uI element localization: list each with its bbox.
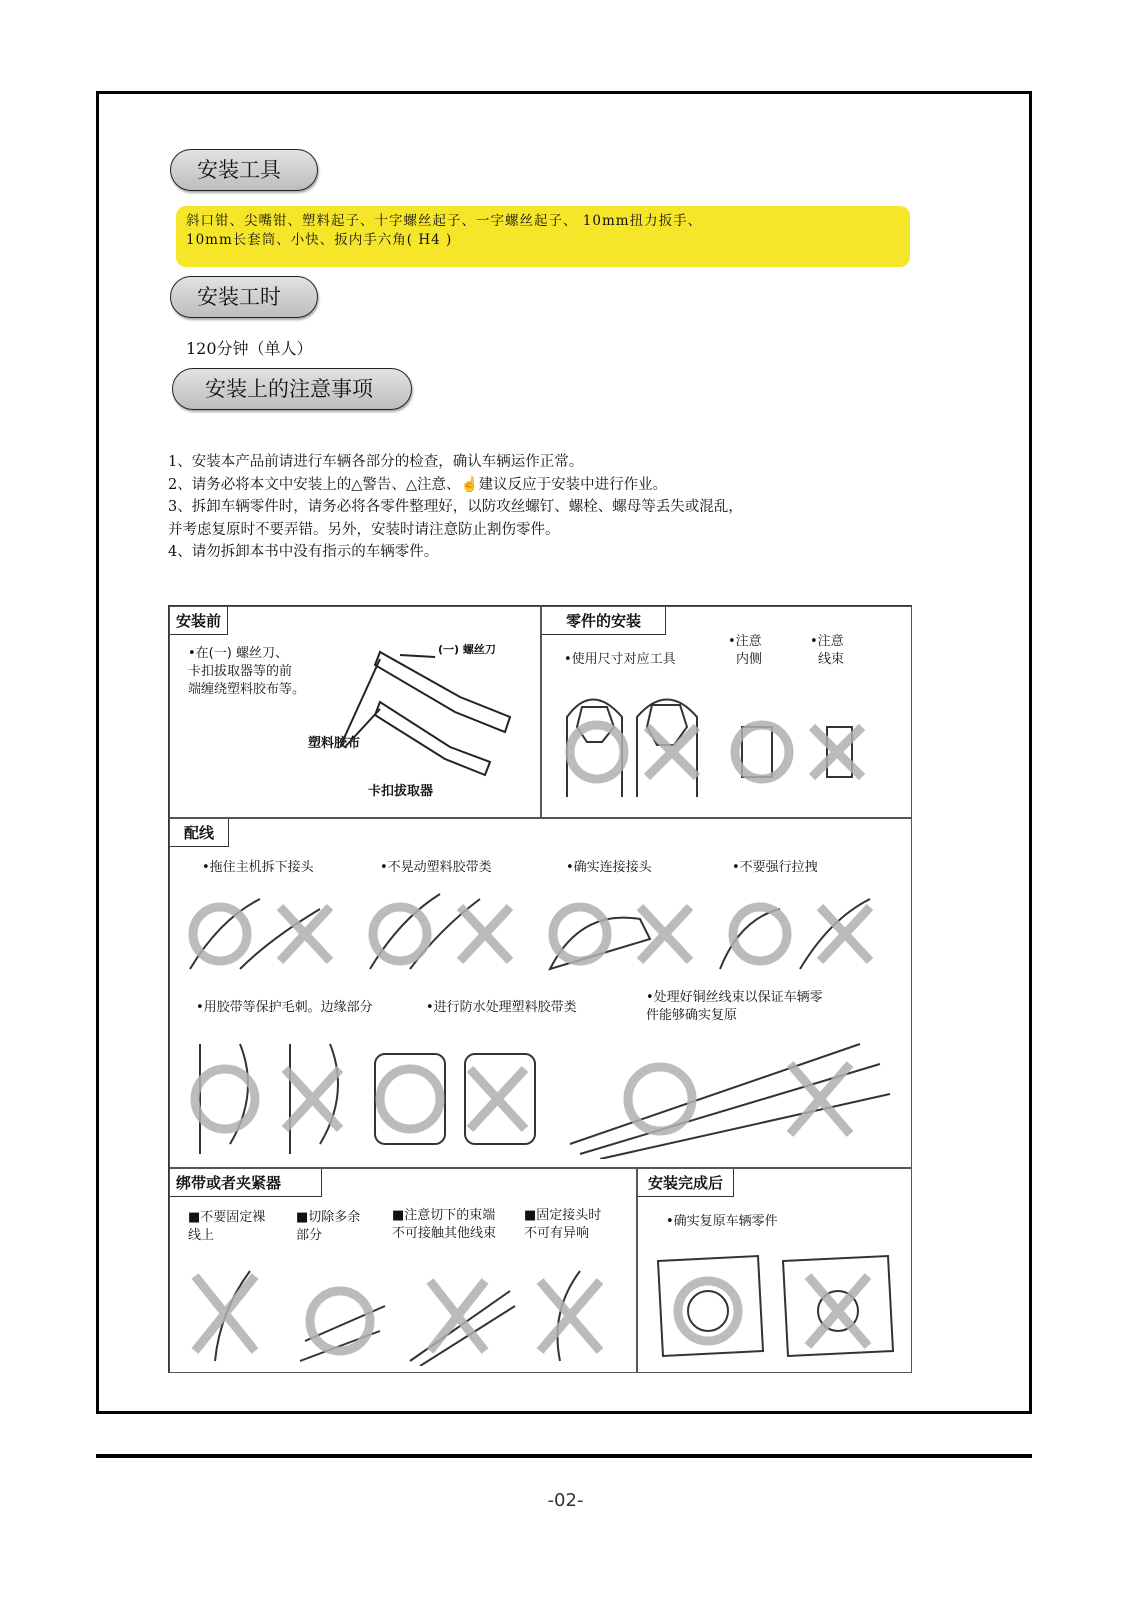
caption: 卡扣拔取器等的前: [188, 664, 293, 679]
caption: 线束: [818, 652, 845, 667]
caption: •确实复原车辆零件: [666, 1214, 778, 1229]
panel-tag: 配线: [170, 819, 229, 847]
note-item: 3、拆卸车辆零件时，请务必将各零件整理好，以防攻丝螺钉、螺栓、螺母等丢失或混乱，: [168, 499, 743, 515]
caption: •使用尺寸对应工具: [564, 652, 676, 667]
panel-tag: 零件的安装: [542, 607, 666, 635]
footer-rule: [96, 1454, 1032, 1458]
tools-line-1: 斜口钳、尖嘴钳、塑料起子、十字螺丝起子、一字螺丝起子、 10mm扭力扳手、: [186, 213, 703, 229]
section-title-tools: 安装工具: [170, 149, 318, 191]
note-item: 1、安装本产品前请进行车辆各部分的检查，确认车辆运作正常。: [168, 454, 584, 470]
notes-list: [168, 451, 928, 564]
caption: 不可接触其他线束: [392, 1226, 497, 1241]
installation-guide-figure: [168, 605, 912, 1373]
caption: •处理好铜丝线束以保证车辆零: [646, 990, 823, 1005]
tools-line-2: 10mm长套筒、小快、扳内手六角( H4 ): [186, 232, 453, 248]
wrench-ok-ng-illustration: [552, 677, 902, 807]
caption: •进行防水处理塑料胶带类: [426, 1000, 577, 1015]
caption: 线上: [188, 1228, 215, 1243]
note-item: 4、请勿拆卸本书中没有指示的车辆零件。: [168, 544, 439, 560]
caption: •用胶带等保护毛刺。边缘部分: [196, 1000, 373, 1015]
panel-after-install: [637, 1168, 912, 1373]
caption: •不要强行拉拽: [732, 860, 818, 875]
caption: 内侧: [736, 652, 763, 667]
panel-tag: 绑带或者夹紧器: [170, 1169, 322, 1197]
caption: 部分: [296, 1228, 323, 1243]
wiring-row2-illustration: [180, 1034, 900, 1159]
section-title-notes: 安装上的注意事项: [172, 368, 412, 410]
caption: 件能够确实复原: [646, 1008, 738, 1023]
work-time-value: 120分钟（单人）: [186, 339, 313, 358]
caption: •拖住主机拆下接头: [202, 860, 314, 875]
page-number: -02-: [547, 1490, 584, 1511]
label-screwdriver: (一) 螺丝刀: [438, 643, 496, 656]
cable-tie-illustration: [180, 1251, 630, 1366]
caption: •不晃动塑料胶带类: [380, 860, 492, 875]
wiring-row1-illustration: [180, 879, 900, 979]
panel-tag: 安装完成后: [638, 1169, 734, 1197]
caption: 不可有异响: [524, 1226, 590, 1241]
panel-before-install: [169, 606, 541, 818]
panel-wiring: [169, 818, 912, 1168]
caption: 端缠绕塑料胶布等。: [188, 682, 306, 697]
caption: ■注意切下的束端: [392, 1208, 496, 1223]
caption: •在(一) 螺丝刀、: [188, 646, 288, 661]
caption: •注意: [728, 634, 762, 649]
note-item: 2、请务必将本文中安装上的△警告、△注意、☝建议反应于安装中进行作业。: [168, 476, 668, 493]
tools-list: [176, 206, 910, 267]
restore-parts-illustration: [648, 1241, 908, 1369]
section-title-time: 安装工时: [170, 276, 318, 318]
caption: ■不要固定裸: [188, 1210, 266, 1225]
panel-cable-ties: [169, 1168, 637, 1373]
label-clip-puller: 卡扣拔取器: [368, 784, 434, 799]
note-item: 并考虑复原时不要弄错。另外，安装时请注意防止割伤零件。: [168, 521, 560, 538]
caption: ■固定接头时: [524, 1208, 602, 1223]
panel-parts-install: [541, 606, 912, 818]
label-tape: 塑料胶布: [308, 736, 361, 751]
screwdriver-illustration: [340, 637, 540, 787]
panel-tag: 安装前: [170, 607, 228, 635]
caption: ■切除多余: [296, 1210, 361, 1225]
caption: •注意: [810, 634, 844, 649]
caption: •确实连接接头: [566, 860, 652, 875]
